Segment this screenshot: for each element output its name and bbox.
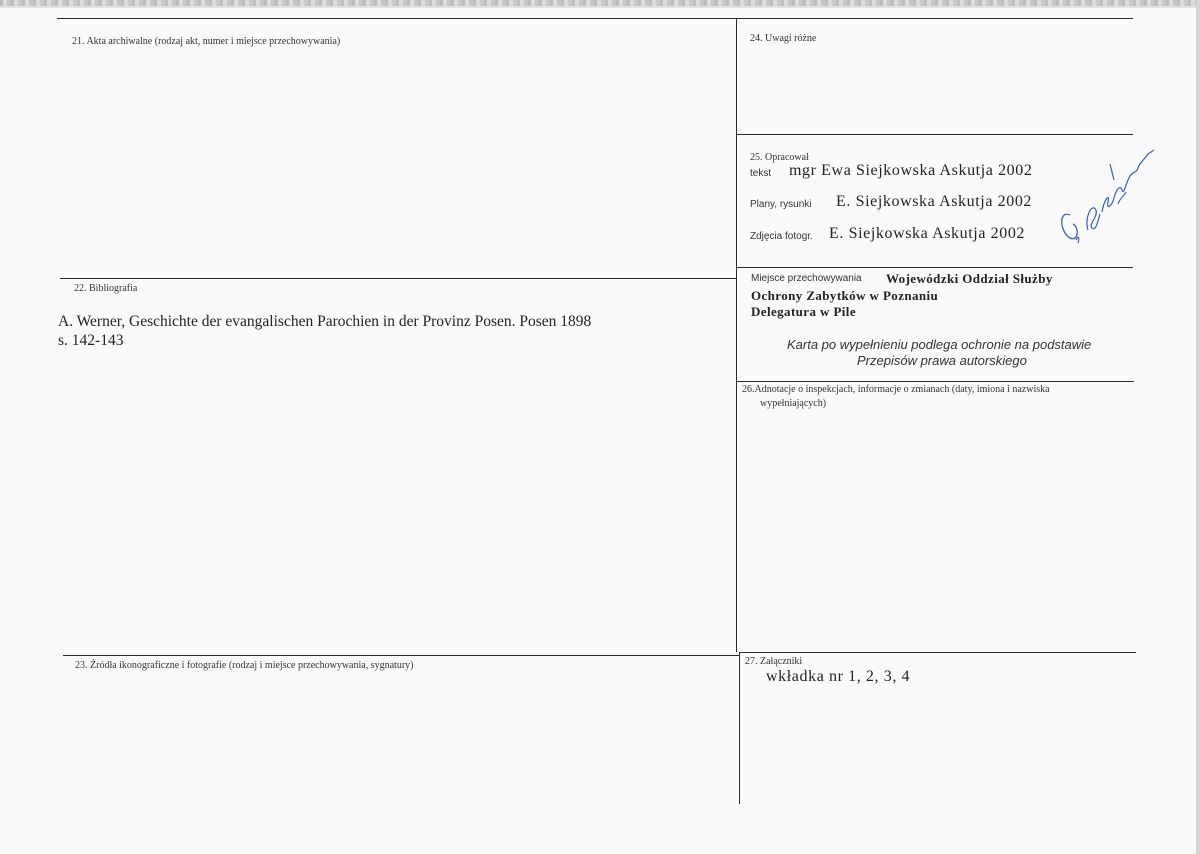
storage-line-2: Ochrony Zabytków w Poznaniu (751, 288, 939, 303)
section-21-label: 21. Akta archiwalne (rodzaj akt, numer i miejsce przechowywania) (72, 36, 341, 47)
section-25-label: 25. Opracował (750, 152, 809, 163)
top-border (57, 18, 1133, 19)
divider-25-storage (736, 267, 1133, 268)
divider-24-25 (736, 134, 1133, 135)
handwritten-signature (1040, 140, 1160, 250)
tekst-label: tekst (750, 168, 772, 179)
column-divider-lower (739, 652, 740, 804)
tekst-value: mgr Ewa Siejkowska Askutja 2002 (789, 162, 1033, 179)
column-divider (736, 18, 737, 652)
section-27-label: 27. Załączniki (745, 656, 803, 667)
storage-line-3: Delegatura w Pile (751, 304, 856, 319)
attachments-value: wkładka nr 1, 2, 3, 4 (766, 668, 911, 685)
plany-value: E. Siejkowska Askutja 2002 (836, 193, 1033, 210)
storage-label: Miejsce przechowywania (751, 273, 862, 284)
copyright-note-line-1: Karta po wypełnieniu podlega ochronie na podstawie (787, 337, 1092, 352)
zdjecia-label: Zdjęcia fotogr. (750, 231, 813, 242)
section-24-label: 24. Uwagi różne (750, 33, 817, 44)
zdjecia-value: E. Siejkowska Askutja 2002 (829, 225, 1026, 242)
divider-storage-26 (737, 381, 1134, 382)
section-26-label-line-1: 26.Adnotacje o inspekcjach, informacje o zmianach (daty, imiona i nazwiska (742, 384, 1050, 395)
divider-22-23 (63, 655, 739, 656)
section-23-label: 23. Źródła ikonograficzne i fotografie (rodzaj i miejsce przechowywania, sygnatury) (75, 660, 414, 671)
scan-top-edge-shadow (0, 6, 1199, 8)
divider-21-22 (60, 278, 736, 279)
copyright-note-line-2: Przepisów prawa autorskiego (857, 353, 1027, 368)
divider-26-27 (739, 652, 1136, 653)
section-26-label-line-2: wypełniających) (760, 398, 827, 409)
bibliography-line-1: A. Werner, Geschichte der evangalischen Parochien in der Provinz Posen. Posen 1898 (58, 313, 592, 330)
section-22-label: 22. Bibliografia (74, 283, 138, 294)
plany-label: Plany, rysunki (750, 199, 812, 210)
bibliography-line-2: s. 142-143 (58, 332, 124, 349)
storage-line-1: Wojewódzki Oddział Służby (886, 271, 1053, 286)
